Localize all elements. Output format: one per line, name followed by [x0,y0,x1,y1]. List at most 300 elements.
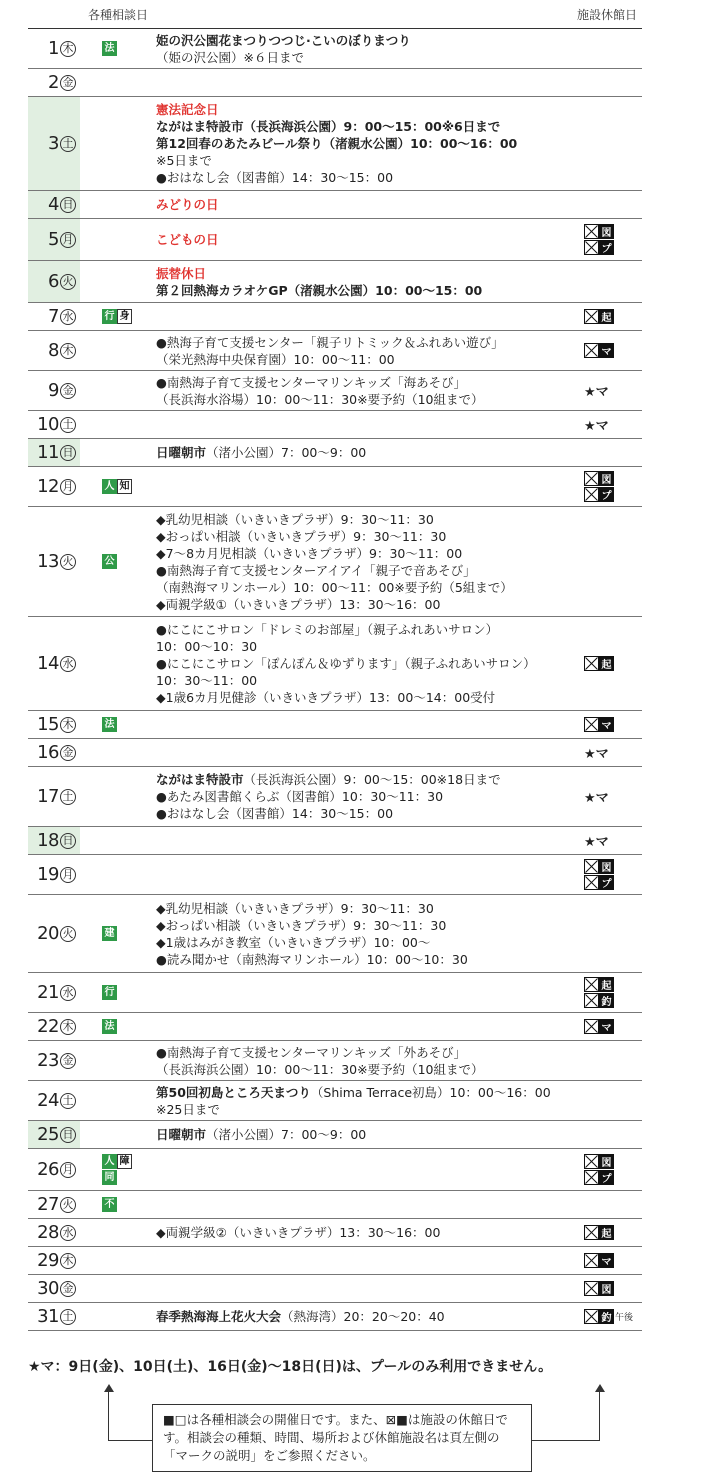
date-cell [28,895,80,972]
closed-item [584,1225,614,1240]
closed-facilities [584,1275,634,1302]
closed-item [584,1154,614,1169]
weekday-badge: 金 [60,75,76,91]
calendar-row [28,1013,642,1041]
weekday-badge: 土 [60,417,76,433]
day-number: 27 [37,1194,59,1215]
closed-item [584,875,614,890]
legend-box [152,1404,532,1472]
closed-item [584,309,614,324]
closed-facilities [584,69,634,96]
closed-facilities [584,617,634,710]
consultation-mark: 身 [117,309,132,324]
event-title: ながはま特設市 [156,772,244,787]
calendar-row [28,973,642,1013]
day-number: 20 [37,923,59,944]
facility-mark: 釣 [599,1309,614,1324]
weekday-badge: 木 [60,41,76,57]
event-list [156,895,580,972]
date-cell [28,411,80,438]
closed-item [584,343,614,358]
date-cell [28,219,80,260]
consultation-marks [102,1247,146,1274]
consultation-marks [102,1219,146,1246]
date-cell [28,1149,80,1190]
consultation-mark: 法 [102,1019,117,1034]
date-cell [28,191,80,218]
weekday-badge: 水 [60,309,76,325]
closed-facilities [584,1303,634,1330]
event-list [156,827,580,854]
closed-facilities [584,331,634,370]
event-list [156,507,580,616]
day-number: 23 [37,1050,59,1071]
calendar-row [28,331,642,371]
consultation-mark: 人 [102,479,117,494]
date-cell [28,739,80,766]
weekday-badge: 木 [60,717,76,733]
event-list [156,1041,580,1080]
event-line: ◆両親学級②（いきいきプラザ）13：30～16：00 [156,1225,441,1240]
closed-item [584,717,614,732]
consultation-mark: 知 [117,479,132,494]
weekday-badge: 日 [60,1127,76,1143]
event-line: 第２回熱海カラオケGP（渚親水公園）10：00～15：00 [156,282,483,298]
date-cell [28,827,80,854]
consultation-marks [102,1081,146,1120]
consultation-marks [102,219,146,260]
closed-facilities [584,1041,634,1080]
day-number: 24 [37,1090,59,1111]
calendar-row [28,411,642,439]
day-number: 25 [37,1124,59,1145]
facility-mark: マ [599,717,614,732]
facility-mark: 釣 [599,993,614,1008]
event-list [156,1303,580,1330]
calendar-table [28,28,642,1331]
consultation-marks [102,617,146,710]
calendar-row [28,29,642,69]
event-list [156,1121,580,1148]
event-line: ●熱海子育て支援センター「親子リトミック＆ふれあい遊び」 [156,334,504,350]
event-list [156,467,580,506]
closed-item [584,859,614,874]
closed-facilities [584,973,634,1012]
calendar-row [28,1191,642,1219]
date-cell [28,1275,80,1302]
facility-mark: 図 [599,471,614,486]
closed-x-icon [584,240,599,255]
closed-facilities [584,827,634,854]
consultation-marks [102,973,146,1012]
event-list [156,439,580,466]
closed-x-icon [584,471,599,486]
event-title: 第50回初島ところ天まつり [156,1084,311,1100]
event-line: （南熱海マリンホール）10：00～11：00※要予約（5組まで） [156,579,513,595]
consultation-marks [102,29,146,68]
facility-mark: 起 [599,977,614,992]
event-list [156,739,580,766]
event-list [156,1191,580,1218]
weekday-badge: 日 [60,833,76,849]
consultation-marks [102,1303,146,1330]
event-line: ※5日まで [156,153,212,168]
closed-item [584,993,614,1008]
date-cell [28,1013,80,1040]
closed-suffix: 午後 [615,1313,634,1323]
closed-facilities [584,97,634,190]
facility-mark: プ [599,875,614,890]
weekday-badge: 土 [60,789,76,805]
closed-item [584,383,609,398]
consultation-marks [102,467,146,506]
date-cell [28,439,80,466]
calendar-row [28,97,642,191]
closed-facilities [584,371,634,410]
closed-x-icon [584,859,599,874]
consultation-mark: 同 [102,1170,117,1185]
closed-facilities [584,411,634,438]
consultation-mark: 障 [117,1154,132,1169]
consultation-marks [102,1041,146,1080]
closed-x-icon [584,875,599,890]
consultation-marks [102,261,146,302]
date-cell [28,1303,80,1330]
date-cell [28,507,80,616]
right-arrow-line [599,1391,600,1441]
day-number: 30 [37,1278,59,1299]
calendar-row [28,739,642,767]
date-cell [28,617,80,710]
closed-x-icon [584,1309,599,1324]
weekday-badge: 金 [60,1053,76,1069]
event-list [156,855,580,894]
consultation-marks [102,69,146,96]
weekday-badge: 木 [60,343,76,359]
date-cell [28,767,80,826]
consultation-marks [102,1013,146,1040]
facility-mark: マ [599,1019,614,1034]
facility-mark: 図 [599,859,614,874]
facility-mark: 図 [599,1154,614,1169]
consultation-marks [102,303,146,330]
event-line: 10：00～10：30 [156,639,258,654]
calendar-row [28,767,642,827]
day-number: 31 [37,1306,59,1327]
consultation-marks [102,739,146,766]
event-list [156,711,580,738]
weekday-badge: 日 [60,197,76,213]
date-cell [28,1247,80,1274]
day-number: 22 [37,1016,59,1037]
event-line: ◆乳幼児相談（いきいきプラザ）9：30～11：30 [156,511,434,527]
date-cell [28,69,80,96]
date-cell [28,303,80,330]
calendar-row [28,1275,642,1303]
closed-item [584,789,609,804]
event-list [156,219,580,260]
event-line: ながはま特設市（長浜海浜公園）9：00～15：00※6日まで [156,119,501,134]
event-list [156,973,580,1012]
closed-x-icon [584,977,599,992]
event-list [156,69,580,96]
weekday-badge: 金 [60,1281,76,1297]
closed-item [584,417,609,432]
consultation-mark: 不 [102,1197,117,1212]
weekday-badge: 水 [60,1225,76,1241]
mark-row [102,1154,146,1169]
right-arrow-connector [532,1440,600,1441]
event-list [156,261,580,302]
mark-row [102,41,146,56]
weekday-badge: 月 [60,232,76,248]
date-cell [28,1041,80,1080]
closed-x-icon [584,1154,599,1169]
event-line: ●おはなし会（図書館）14：30～15：00 [156,170,394,185]
event-line: ◆1歳6カ月児健診（いきいきプラザ）13：00～14：00受付 [156,690,496,705]
closed-item [584,471,614,486]
calendar-row [28,439,642,467]
consultation-marks [102,1121,146,1148]
weekday-badge: 水 [60,985,76,1001]
calendar-row [28,371,642,411]
closed-item [584,1170,614,1185]
event-title: 日曜朝市 [156,1127,207,1142]
closed-item [584,1253,614,1268]
closed-item [584,224,614,239]
calendar-row [28,507,642,617]
consultation-marks [102,895,146,972]
closed-facilities [584,261,634,302]
event-list [156,1247,580,1274]
event-line: 日曜朝市（渚小公園）7：00～9：00 [156,445,367,460]
closed-x-icon [584,1225,599,1240]
closed-x-icon [584,343,599,358]
closed-facilities [584,1149,634,1190]
closed-item [584,1309,633,1324]
event-line: こどもの日 [156,232,219,247]
event-line: みどりの日 [156,197,219,212]
date-cell [28,1219,80,1246]
day-number: 1 [48,38,59,59]
facility-mark: 図 [599,1281,614,1296]
day-number: 21 [37,982,59,1003]
consultation-mark: 行 [102,309,117,324]
calendar-row [28,261,642,303]
day-number: 13 [37,551,59,572]
day-number: 17 [37,786,59,807]
mark-row [102,1170,146,1185]
date-cell [28,855,80,894]
weekday-badge: 金 [60,383,76,399]
event-line: ●あたみ図書館くらぶ（図書館）10：30～11：30 [156,789,444,804]
date-cell [28,261,80,302]
weekday-badge: 水 [60,656,76,672]
facility-mark: 起 [599,656,614,671]
closed-item [584,240,614,255]
star-mark: ★マ [584,835,609,850]
event-line: 振替休日 [156,265,207,281]
day-number: 19 [37,864,59,885]
star-mark: ★マ [584,791,609,806]
weekday-badge: 土 [60,1309,76,1325]
star-mark: ★マ [584,385,609,400]
facility-mark: プ [599,1170,614,1185]
day-number: 3 [48,133,59,154]
calendar-row [28,855,642,895]
closed-facilities [584,303,634,330]
event-line: ●読み聞かせ（南熱海マリンホール）10：00～10：30 [156,951,468,967]
event-line: 憲法記念日 [156,102,219,117]
weekday-badge: 火 [60,554,76,570]
event-line: ●にこにこサロン「ぽんぽん＆ゆずります」（親子ふれあいサロン） [156,656,536,671]
calendar-row [28,711,642,739]
left-arrow-line [108,1391,109,1441]
consultation-marks [102,331,146,370]
facility-mark: プ [599,240,614,255]
event-line: ◆おっぱい相談（いきいきプラザ）9：30～11：30 [156,917,447,933]
star-mark: ★マ [584,419,609,434]
weekday-badge: 月 [60,479,76,495]
consultation-header: 各種相談日 [88,8,149,22]
facility-mark: プ [599,487,614,502]
legend-text: ■□は各種相談会の開催日です。また、⊠■は施設の休館日です。相談会の種類、時間、場所および休館施設名は頁左側の「マークの説明」をご参照ください。 [163,1412,508,1463]
event-line: （長浜海水浴場）10：00～11：30※要予約（10組まで） [156,391,484,407]
event-list [156,1013,580,1040]
calendar-row [28,1041,642,1081]
weekday-badge: 月 [60,1162,76,1178]
closed-facilities [584,1219,634,1246]
closed-facilities [584,507,634,616]
right-arrow-icon [595,1384,605,1392]
calendar-row [28,827,642,855]
calendar-row [28,1149,642,1191]
event-line: 日曜朝市（渚小公園）7：00～9：00 [156,1127,367,1142]
event-list [156,97,580,190]
mark-row [102,479,146,494]
mark-row [102,717,146,732]
date-cell [28,1121,80,1148]
day-number: 14 [37,653,59,674]
consultation-marks [102,411,146,438]
closed-x-icon [584,993,599,1008]
consultation-mark: 人 [102,1154,117,1169]
weekday-badge: 金 [60,745,76,761]
star-note: ★マ：9日(金)、10日(土)、16日(金)～18日(日)は、プールのみ利用できません。 [28,1359,553,1375]
consultation-marks [102,507,146,616]
day-number: 8 [48,340,59,361]
closed-x-icon [584,1170,599,1185]
consultation-marks [102,711,146,738]
day-number: 12 [37,476,59,497]
event-line: 第12回春のあたみビール祭り（渚親水公園）10：00～16：00 [156,136,518,151]
consultation-mark: 行 [102,985,117,1000]
calendar-row [28,1247,642,1275]
weekday-badge: 火 [60,274,76,290]
closed-x-icon [584,1019,599,1034]
event-list [156,1081,580,1120]
event-line: ●南熱海子育て支援センターアイアイ「親子で音あそび」 [156,562,476,578]
date-cell [28,371,80,410]
event-line: （姫の沢公園）※６日まで [156,49,304,65]
date-cell [28,1081,80,1120]
event-line: ◆両親学級①（いきいきプラザ）13：30～16：00 [156,596,441,612]
date-cell [28,711,80,738]
calendar-row [28,1121,642,1149]
closed-item [584,1019,614,1034]
closed-x-icon [584,487,599,502]
event-line: ながはま特設市（長浜海浜公園）9：00～15：00※18日まで [156,772,501,787]
consultation-marks [102,97,146,190]
event-line: 10：30～11：00 [156,673,258,688]
consultation-marks [102,191,146,218]
date-cell [28,29,80,68]
closed-facilities [584,1191,634,1218]
date-cell [28,973,80,1012]
event-list [156,303,580,330]
closed-x-icon [584,1253,599,1268]
consultation-mark: 法 [102,717,117,732]
date-cell [28,331,80,370]
event-line: 第50回初島ところ天まつり（Shima Terrace初島）10：00～16：00 [156,1084,551,1100]
date-cell [28,467,80,506]
event-line: ●南熱海子育て支援センターマリンキッズ「海あそび」 [156,374,467,390]
consultation-marks [102,439,146,466]
closed-facilities [584,767,634,826]
event-list [156,617,580,710]
event-list [156,767,580,826]
mark-row [102,985,146,1000]
consultation-mark: 公 [102,554,117,569]
day-number: 9 [48,380,59,401]
calendar-row [28,1081,642,1121]
closed-facilities [584,739,634,766]
day-number: 18 [37,830,59,851]
closed-facilities [584,1081,634,1120]
day-number: 7 [48,306,59,327]
closed-facilities [584,855,634,894]
weekday-badge: 土 [60,136,76,152]
calendar-row [28,1219,642,1247]
weekday-badge: 日 [60,445,76,461]
date-cell [28,1191,80,1218]
star-mark: ★マ [584,747,609,762]
mark-row [102,926,146,941]
consultation-marks [102,371,146,410]
calendar-row [28,617,642,711]
event-line: ●おはなし会（図書館）14：30～15：00 [156,806,394,821]
mark-row [102,554,146,569]
event-line: ●南熱海子育て支援センターマリンキッズ「外あそび」 [156,1044,467,1060]
facility-mark: 図 [599,224,614,239]
day-number: 5 [48,229,59,250]
left-arrow-connector [108,1440,152,1441]
closed-item [584,833,609,848]
event-line: ◆1歳はみがき教室（いきいきプラザ）10：00～ [156,934,431,950]
event-list [156,1275,580,1302]
event-list [156,411,580,438]
event-list [156,1219,580,1246]
closed-facilities [584,219,634,260]
closed-x-icon [584,309,599,324]
mark-row [102,1019,146,1034]
event-line: 春季熱海海上花火大会（熱海湾）20：20～20：40 [156,1309,445,1324]
calendar-row [28,895,642,973]
left-arrow-icon [104,1384,114,1392]
date-cell [28,97,80,190]
closed-facilities [584,895,634,972]
closed-facilities [584,29,634,68]
